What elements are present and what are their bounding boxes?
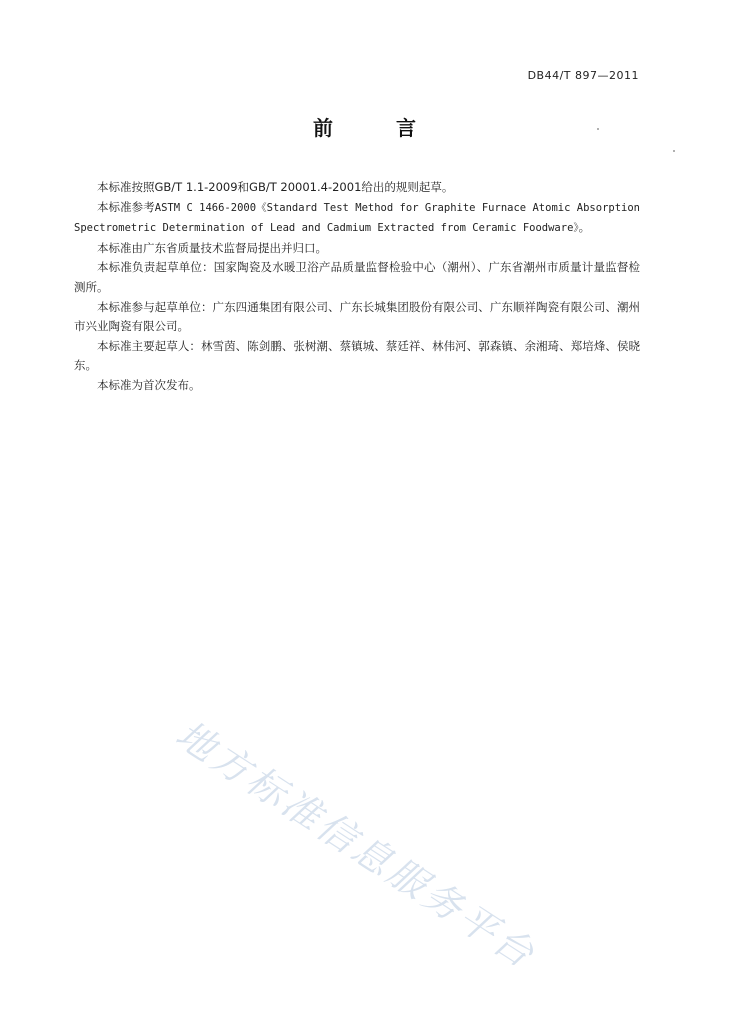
paragraph-reference-standard: [74, 198, 640, 239]
reference-suffix: 。: [578, 220, 591, 235]
reference-standard-title: ASTM C 1466-2000《Standard Test Method for Graphite Furnace Atomic Absorption Spectrometric Determination of Lead and Cadmium Extracted from Ceramic Foodware》: [74, 201, 640, 235]
reference-prefix: 本标准参考: [97, 199, 155, 214]
paragraph-drafting-rules: 本标准按照GB/T 1.1-2009和GB/T 20001.4-2001给出的规则起草。: [97, 180, 454, 194]
document-body: [74, 178, 640, 396]
paragraph-main-drafters: 本标准主要起草人：林雪茵、陈剑鹏、张树潮、蔡镇城、蔡廷祥、林伟河、郭森镇、余湘琦、郑培烽、侯晓东。: [74, 338, 640, 373]
paragraph-participating-drafters: 本标准参与起草单位：广东四通集团有限公司、广东长城集团股份有限公司、广东顺祥陶瓷有限公司、潮州市兴业陶瓷有限公司。: [74, 299, 640, 334]
paragraph-proposer: 本标准由广东省质量技术监督局提出并归口。: [97, 240, 327, 255]
scan-speck: [673, 150, 675, 152]
paragraph-responsible-drafters: 本标准负责起草单位：国家陶瓷及水暖卫浴产品质量监督检验中心（潮州）、广东省潮州市质量计量监督检测所。: [74, 260, 640, 294]
scan-speck: [597, 128, 599, 130]
watermark: 地方标准信息服务平台: [168, 711, 545, 978]
document-code: DB44/T 897—2011: [527, 69, 639, 82]
paragraph-first-release: 本标准为首次发布。: [97, 377, 201, 392]
section-title: 前 言: [313, 116, 444, 140]
